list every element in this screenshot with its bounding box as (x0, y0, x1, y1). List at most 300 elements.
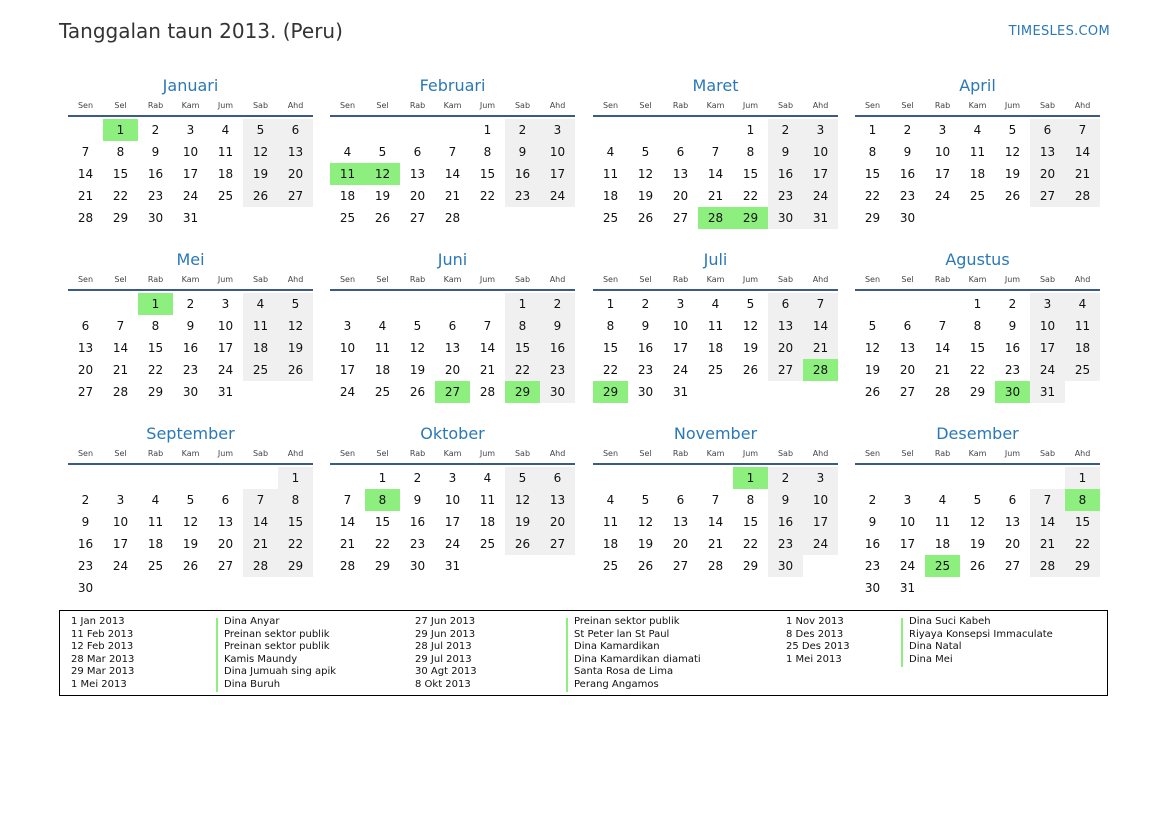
month-name: Oktober (420, 424, 485, 443)
weekday-label: Sen (77, 448, 94, 458)
day-cell: 23 (147, 189, 164, 203)
day-cell: 14 (77, 167, 94, 181)
day-cell: 30 (864, 581, 881, 595)
weekday-label: Kam (181, 100, 200, 110)
empty-cell (593, 467, 628, 489)
weekday-label: Sen (77, 274, 94, 284)
day-cell: 6 (676, 145, 685, 159)
day-cell: 8 (483, 145, 492, 159)
holiday-day: 27 (435, 381, 470, 403)
empty-cell (890, 467, 925, 489)
day-cell: 5 (413, 319, 422, 333)
day-cell: 4 (973, 123, 982, 137)
day-cell: 12 (864, 341, 881, 355)
day-cell: 15 (864, 167, 881, 181)
month-8 (68, 422, 313, 599)
month-1 (330, 74, 575, 229)
day-cell: 17 (803, 511, 838, 533)
day-cell: 6 (1030, 119, 1065, 141)
day-cell: 25 (969, 189, 986, 203)
weekday-label: Ahd (1074, 100, 1091, 110)
empty-cell (855, 293, 890, 315)
day-cell: 22 (864, 189, 881, 203)
empty-cell (925, 467, 960, 489)
day-cell: 25 (602, 559, 619, 573)
day-cell: 29 (278, 555, 313, 577)
day-cell: 7 (343, 493, 352, 507)
weekday-label: Jum (479, 100, 496, 110)
weekday-label: Sel (639, 448, 652, 458)
day-cell: 24 (803, 185, 838, 207)
day-cell: 27 (1004, 559, 1021, 573)
weekday-label: Ahd (549, 448, 566, 458)
weekday-header (68, 271, 313, 287)
weekday-label: Kam (968, 448, 987, 458)
calendar-grid (68, 74, 1103, 599)
empty-cell (960, 467, 995, 489)
day-cell: 7 (483, 319, 492, 333)
day-cell: 26 (742, 363, 759, 377)
day-cell: 20 (77, 363, 94, 377)
day-cell: 1 (1065, 467, 1100, 489)
empty-cell (1030, 467, 1065, 489)
day-cell: 14 (707, 167, 724, 181)
day-cell: 1 (378, 471, 387, 485)
day-cell: 8 (505, 315, 540, 337)
empty-cell (925, 293, 960, 315)
day-cell: 16 (77, 537, 94, 551)
day-cell: 16 (1004, 341, 1021, 355)
day-grid (855, 293, 1100, 403)
day-cell: 28 (479, 385, 496, 399)
legend-holiday: Dina Anyar (224, 616, 280, 627)
day-cell: 26 (969, 559, 986, 573)
day-cell: 13 (672, 515, 689, 529)
day-cell: 4 (221, 123, 230, 137)
weekday-label: Kam (443, 448, 462, 458)
day-cell: 4 (938, 493, 947, 507)
day-grid (68, 467, 313, 599)
empty-cell (208, 467, 243, 489)
day-cell: 6 (903, 319, 912, 333)
holiday-day: 30 (995, 381, 1030, 403)
day-cell: 31 (803, 207, 838, 229)
day-cell: 2 (540, 293, 575, 315)
day-cell: 27 (1030, 185, 1065, 207)
day-cell: 21 (1065, 163, 1100, 185)
legend-date: 28 Jul 2013 (415, 641, 472, 653)
day-cell: 24 (672, 363, 689, 377)
weekday-label: Sab (252, 448, 269, 458)
day-cell: 24 (540, 185, 575, 207)
day-cell: 19 (409, 363, 426, 377)
day-cell: 8 (746, 145, 755, 159)
holiday-day: 8 (365, 489, 400, 511)
weekday-label: Ahd (812, 274, 829, 284)
empty-cell (330, 119, 365, 141)
day-cell: 16 (540, 337, 575, 359)
weekday-label: Ahd (1074, 448, 1091, 458)
day-cell: 6 (676, 493, 685, 507)
legend-names-3 (909, 616, 1053, 666)
day-cell: 11 (147, 515, 164, 529)
weekday-label: Kam (706, 274, 725, 284)
day-cell: 31 (1030, 381, 1065, 403)
day-cell: 3 (116, 493, 125, 507)
day-cell: 5 (973, 493, 982, 507)
day-cell: 7 (711, 493, 720, 507)
day-cell: 4 (1065, 293, 1100, 315)
legend-date: 1 Nov 2013 (786, 616, 844, 627)
day-cell: 10 (339, 341, 356, 355)
empty-cell (68, 467, 103, 489)
day-cell: 11 (217, 145, 234, 159)
day-cell: 18 (969, 167, 986, 181)
legend-names-1 (224, 616, 336, 692)
month-divider (68, 115, 313, 117)
day-cell: 11 (1065, 315, 1100, 337)
day-cell: 21 (243, 533, 278, 555)
day-cell: 24 (339, 385, 356, 399)
day-cell: 4 (711, 297, 720, 311)
day-cell: 28 (934, 385, 951, 399)
weekday-label: Rab (672, 448, 689, 458)
legend-names-2 (574, 616, 701, 692)
empty-cell (663, 467, 698, 489)
day-cell: 5 (278, 293, 313, 315)
legend-date: 27 Jun 2013 (415, 616, 476, 627)
day-cell: 20 (672, 189, 689, 203)
day-cell: 10 (899, 515, 916, 529)
day-cell: 29 (374, 559, 391, 573)
day-cell: 18 (707, 341, 724, 355)
weekday-label: Sel (376, 274, 389, 284)
month-divider (330, 289, 575, 291)
day-cell: 13 (77, 341, 94, 355)
day-grid (855, 467, 1100, 599)
day-cell: 29 (742, 559, 759, 573)
holiday-day: 29 (505, 381, 540, 403)
day-grid (330, 467, 575, 577)
day-grid (593, 293, 838, 403)
legend-date: 29 Jun 2013 (415, 628, 476, 640)
weekday-label: Jum (479, 274, 496, 284)
day-cell: 26 (409, 385, 426, 399)
weekday-header (68, 445, 313, 461)
day-cell: 13 (444, 341, 461, 355)
weekday-label: Sen (602, 448, 619, 458)
day-cell: 22 (278, 533, 313, 555)
weekday-label: Sab (252, 100, 269, 110)
day-cell: 8 (278, 489, 313, 511)
day-cell: 19 (374, 189, 391, 203)
day-cell: 29 (112, 211, 129, 225)
day-cell: 15 (1065, 511, 1100, 533)
month-3 (855, 74, 1100, 229)
day-cell: 16 (182, 341, 199, 355)
day-cell: 7 (803, 293, 838, 315)
weekday-label: Jum (217, 274, 234, 284)
day-cell: 8 (868, 145, 877, 159)
day-cell: 13 (768, 315, 803, 337)
day-cell: 27 (217, 559, 234, 573)
day-cell: 12 (278, 315, 313, 337)
day-cell: 12 (969, 515, 986, 529)
holiday-day: 29 (733, 207, 768, 229)
day-cell: 9 (505, 141, 540, 163)
day-cell: 15 (742, 515, 759, 529)
day-cell: 24 (217, 363, 234, 377)
day-cell: 21 (339, 537, 356, 551)
weekday-header (330, 271, 575, 287)
empty-cell (138, 467, 173, 489)
day-cell: 13 (899, 341, 916, 355)
weekday-label: Sel (114, 274, 127, 284)
day-cell: 14 (444, 167, 461, 181)
brand-link[interactable]: TIMESLES.COM (1008, 24, 1110, 39)
day-cell: 20 (1030, 163, 1065, 185)
weekday-label: Kam (968, 274, 987, 284)
day-cell: 31 (899, 581, 916, 595)
day-cell: 7 (81, 145, 90, 159)
day-cell: 19 (637, 537, 654, 551)
day-cell: 2 (868, 493, 877, 507)
weekday-label: Sen (77, 100, 94, 110)
legend-date: 30 Agt 2013 (415, 666, 477, 678)
day-cell: 7 (711, 145, 720, 159)
weekday-label: Ahd (287, 274, 304, 284)
day-cell: 22 (742, 537, 759, 551)
day-cell: 22 (1065, 533, 1100, 555)
day-cell: 27 (278, 185, 313, 207)
day-cell: 9 (186, 319, 195, 333)
legend-holiday: Santa Rosa de Lima (574, 666, 674, 678)
day-cell: 12 (637, 515, 654, 529)
legend-holiday: St Peter lan St Paul (574, 628, 670, 640)
day-cell: 3 (938, 123, 947, 137)
empty-cell (103, 293, 138, 315)
legend-date: 29 Mar 2013 (71, 666, 135, 678)
day-cell: 7 (1065, 119, 1100, 141)
day-cell: 25 (479, 537, 496, 551)
day-cell: 11 (479, 493, 496, 507)
day-cell: 9 (540, 315, 575, 337)
day-cell: 2 (641, 297, 650, 311)
day-grid (68, 119, 313, 229)
day-cell: 8 (606, 319, 615, 333)
empty-cell (470, 293, 505, 315)
day-cell: 23 (768, 185, 803, 207)
day-cell: 27 (540, 533, 575, 555)
day-cell: 7 (1030, 489, 1065, 511)
day-cell: 15 (479, 167, 496, 181)
day-cell: 16 (768, 163, 803, 185)
day-cell: 9 (413, 493, 422, 507)
day-cell: 19 (278, 337, 313, 359)
day-cell: 5 (1008, 123, 1017, 137)
weekday-header (855, 97, 1100, 113)
day-cell: 15 (112, 167, 129, 181)
day-cell: 26 (374, 211, 391, 225)
weekday-label: Rab (147, 448, 164, 458)
legend-date: 1 Jan 2013 (71, 616, 125, 627)
empty-cell (995, 467, 1030, 489)
legend-date: 1 Mei 2013 (71, 678, 127, 690)
day-cell: 15 (374, 515, 391, 529)
day-cell: 3 (676, 297, 685, 311)
day-grid (330, 119, 575, 229)
day-cell: 19 (864, 363, 881, 377)
empty-cell (628, 119, 663, 141)
month-5 (330, 248, 575, 403)
day-cell: 22 (505, 359, 540, 381)
day-cell: 24 (899, 559, 916, 573)
day-cell: 21 (803, 337, 838, 359)
weekday-label: Jum (742, 100, 759, 110)
day-cell: 18 (217, 167, 234, 181)
day-cell: 27 (899, 385, 916, 399)
weekday-label: Ahd (812, 448, 829, 458)
weekday-label: Sen (602, 274, 619, 284)
day-cell: 3 (221, 297, 230, 311)
month-divider (593, 115, 838, 117)
weekday-label: Sab (252, 274, 269, 284)
legend-date: 8 Des 2013 (786, 628, 844, 640)
day-cell: 19 (505, 511, 540, 533)
weekday-label: Ahd (287, 100, 304, 110)
day-cell: 16 (147, 167, 164, 181)
holiday-day: 11 (330, 163, 365, 185)
page-title: Tanggalan taun 2013. (Peru) (59, 19, 343, 43)
day-cell: 22 (742, 189, 759, 203)
day-cell: 27 (77, 385, 94, 399)
day-grid (593, 119, 838, 229)
day-cell: 22 (112, 189, 129, 203)
legend-holiday: Dina Mei (909, 653, 953, 665)
weekday-header (593, 97, 838, 113)
day-cell: 28 (444, 211, 461, 225)
day-cell: 3 (803, 467, 838, 489)
day-cell: 13 (1030, 141, 1065, 163)
day-cell: 17 (899, 537, 916, 551)
weekday-label: Rab (147, 100, 164, 110)
weekday-label: Ahd (1074, 274, 1091, 284)
day-cell: 10 (182, 145, 199, 159)
empty-cell (593, 119, 628, 141)
month-divider (593, 463, 838, 465)
weekday-header (855, 445, 1100, 461)
weekday-label: Jum (217, 448, 234, 458)
weekday-label: Jum (217, 100, 234, 110)
day-cell: 12 (637, 167, 654, 181)
day-cell: 15 (969, 341, 986, 355)
day-cell: 26 (637, 211, 654, 225)
legend-date: 29 Jul 2013 (415, 653, 472, 665)
weekday-label: Kam (968, 100, 987, 110)
empty-cell (698, 467, 733, 489)
day-cell: 14 (112, 341, 129, 355)
day-cell: 18 (934, 537, 951, 551)
day-cell: 26 (505, 533, 540, 555)
day-cell: 10 (803, 489, 838, 511)
day-cell: 15 (505, 337, 540, 359)
day-cell: 27 (672, 559, 689, 573)
day-cell: 3 (1030, 293, 1065, 315)
month-divider (593, 289, 838, 291)
day-cell: 15 (742, 167, 759, 181)
day-cell: 19 (1004, 167, 1021, 181)
day-cell: 23 (768, 533, 803, 555)
day-cell: 26 (278, 359, 313, 381)
day-cell: 20 (768, 337, 803, 359)
legend-dates-2 (415, 616, 477, 692)
holiday-day: 29 (593, 381, 628, 403)
day-cell: 12 (1004, 145, 1021, 159)
day-cell: 1 (746, 123, 755, 137)
day-cell: 14 (339, 515, 356, 529)
weekday-label: Kam (181, 448, 200, 458)
weekday-label: Sel (639, 274, 652, 284)
day-cell: 1 (483, 123, 492, 137)
month-divider (68, 463, 313, 465)
day-cell: 10 (934, 145, 951, 159)
weekday-label: Rab (934, 448, 951, 458)
day-cell: 4 (243, 293, 278, 315)
day-cell: 20 (278, 163, 313, 185)
day-cell: 24 (112, 559, 129, 573)
legend-date: 11 Feb 2013 (71, 628, 134, 640)
weekday-label: Kam (443, 274, 462, 284)
empty-cell (68, 293, 103, 315)
day-cell: 23 (637, 363, 654, 377)
day-cell: 2 (768, 119, 803, 141)
day-cell: 22 (479, 189, 496, 203)
weekday-label: Ahd (549, 100, 566, 110)
day-cell: 24 (803, 533, 838, 555)
weekday-label: Kam (443, 100, 462, 110)
day-cell: 21 (1030, 533, 1065, 555)
empty-cell (243, 467, 278, 489)
day-cell: 1 (606, 297, 615, 311)
weekday-label: Rab (934, 100, 951, 110)
day-cell: 11 (969, 145, 986, 159)
empty-cell (365, 293, 400, 315)
day-cell: 3 (903, 493, 912, 507)
weekday-label: Sel (639, 100, 652, 110)
empty-cell (855, 467, 890, 489)
day-cell: 27 (768, 359, 803, 381)
day-grid (68, 293, 313, 403)
weekday-label: Sab (1039, 100, 1056, 110)
month-10 (593, 422, 838, 577)
day-cell: 24 (182, 189, 199, 203)
day-cell: 21 (77, 189, 94, 203)
day-cell: 16 (864, 537, 881, 551)
weekday-label: Sel (901, 100, 914, 110)
day-cell: 7 (116, 319, 125, 333)
day-cell: 11 (934, 515, 951, 529)
day-cell: 22 (374, 537, 391, 551)
day-cell: 9 (768, 489, 803, 511)
day-cell: 23 (77, 559, 94, 573)
month-name: Februari (419, 76, 486, 95)
holiday-day: 8 (1065, 489, 1100, 511)
day-cell: 31 (444, 559, 461, 573)
day-cell: 19 (243, 163, 278, 185)
day-cell: 27 (672, 211, 689, 225)
weekday-label: Rab (934, 274, 951, 284)
day-cell: 15 (602, 341, 619, 355)
